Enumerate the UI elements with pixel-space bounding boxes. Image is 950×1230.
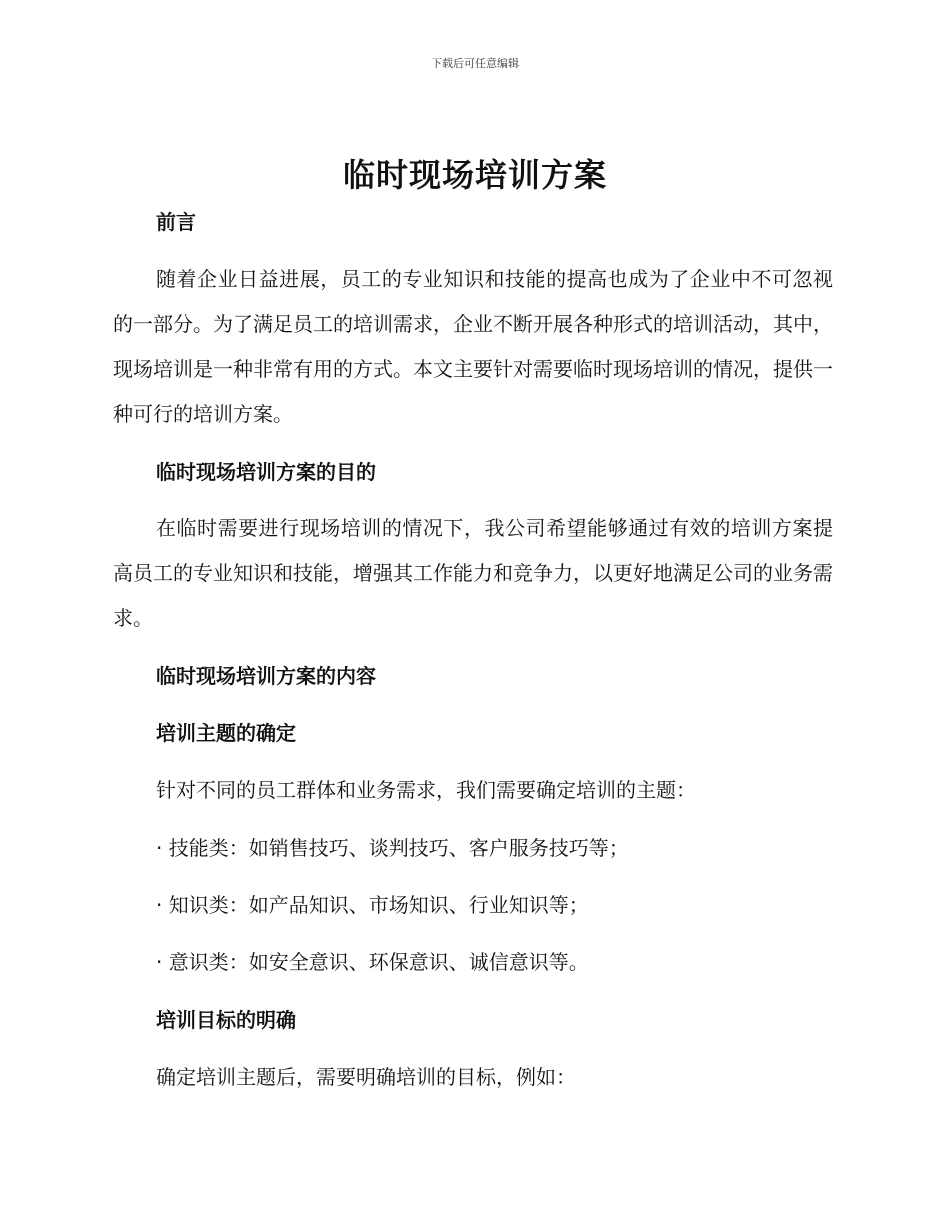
preface-paragraph: 随着企业日益进展，员工的专业知识和技能的提高也成为了企业中不可忽视的一部分。为了满足员工的培训需求，企业不断开展各种形式的培训活动，其中，现场培训是一种非常有用的方式。本文主要针对需要临时现场培训的情况，提供一种可行的培训方案。 bbox=[113, 267, 833, 426]
list-item: · 技能类：如销售技巧、谈判技巧、客户服务技巧等； bbox=[156, 836, 629, 860]
purpose-heading: 临时现场培训方案的目的 bbox=[156, 460, 376, 484]
preface-heading: 前言 bbox=[156, 210, 196, 234]
page-title: 临时现场培训方案 bbox=[342, 156, 607, 194]
header-note: 下载后可任意编辑 bbox=[431, 57, 519, 70]
goal-intro: 确定培训主题后，需要明确培训的目标，例如： bbox=[156, 1065, 576, 1089]
topic-heading: 培训主题的确定 bbox=[156, 721, 296, 745]
list-item: · 知识类：如产品知识、市场知识、行业知识等； bbox=[156, 893, 589, 917]
purpose-paragraph: 在临时需要进行现场培训的情况下，我公司希望能够通过有效的培训方案提高员工的专业知识和技能，增强其工作能力和竞争力，以更好地满足公司的业务需求。 bbox=[113, 516, 833, 630]
content-heading: 临时现场培训方案的内容 bbox=[156, 664, 376, 688]
topic-intro: 针对不同的员工群体和业务需求，我们需要确定培训的主题： bbox=[156, 778, 696, 802]
list-item: · 意识类：如安全意识、环保意识、诚信意识等。 bbox=[156, 950, 589, 974]
goal-heading: 培训目标的明确 bbox=[156, 1008, 296, 1032]
